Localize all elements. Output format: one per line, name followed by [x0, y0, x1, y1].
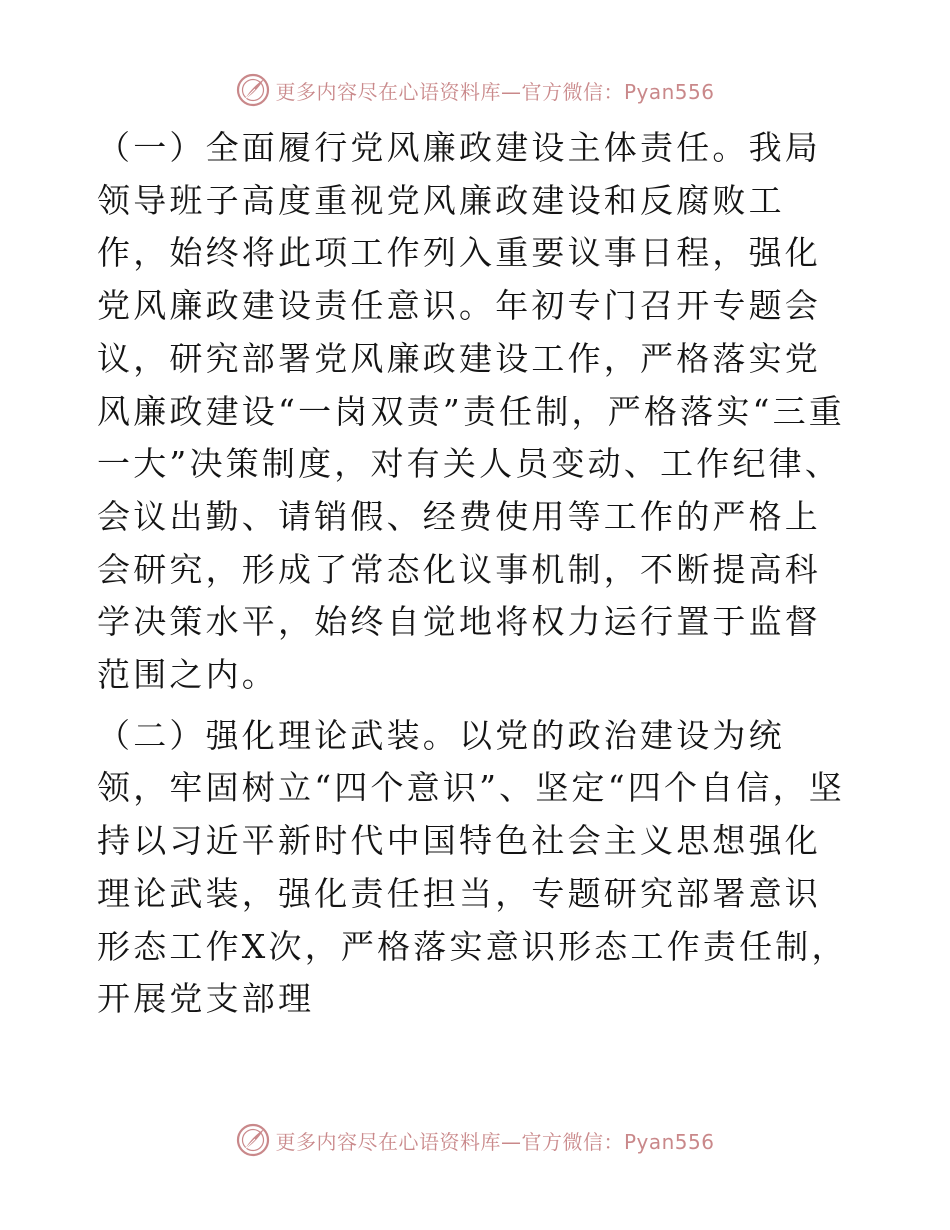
document-body [97, 122, 852, 1026]
watermark-text: 更多内容尽在心语资料库—官方微信：Pyan556 [275, 1129, 715, 1154]
feather-pen-seal-icon [235, 72, 271, 108]
watermark-footer [0, 1120, 950, 1160]
paragraph-2: （二）强化理论武装。以党的政治建设为统领，牢固树立“四个意识”、坚定“四个自信，坚持以习近平新时代中国特色社会主义思想强化理论武装，强化责任担当，专题研究部署意识形态工作X次，严格落实意识形态工作责任制，开展党支部理 [97, 715, 848, 1019]
feather-pen-seal-icon [235, 1122, 271, 1158]
paragraph-1: （一）全面履行党风廉政建设主体责任。我局领导班子高度重视党风廉政建设和反腐败工作，始终将此项工作列入重要议事日程，强化党风廉政建设责任意识。年初专门召开专题会议，研究部署党风廉政建设工作，严格落实党风廉政建设“一岗双责”责任制，严格落实“三重一大”决策制度，对有关人员变动、工作纪律、会议出勤、请销假、经费使用等工作的严格上会研究，形成了常态化议事机制，不断提高科学决策水平，始终自觉地将权力运行置于监督范围之内。 [97, 128, 846, 695]
watermark-header [0, 70, 950, 110]
watermark-text: 更多内容尽在心语资料库—官方微信：Pyan556 [275, 79, 715, 104]
